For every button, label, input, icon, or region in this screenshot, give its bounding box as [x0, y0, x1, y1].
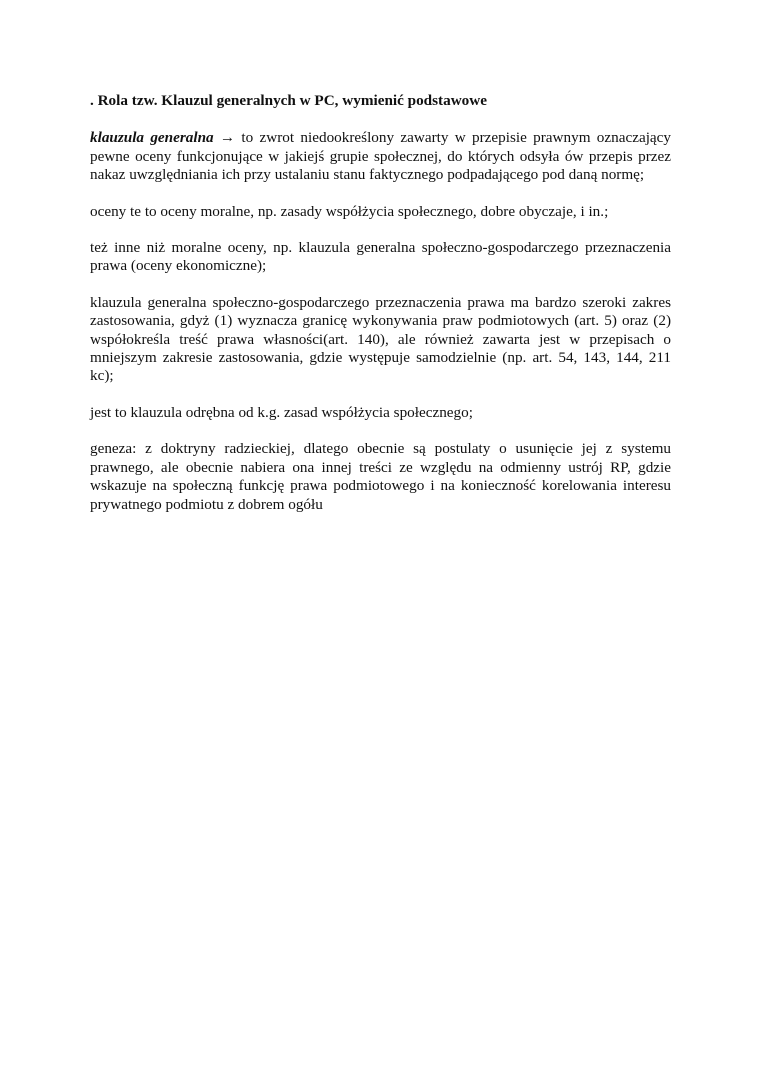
paragraph-moral-assessments: oceny te to oceny moralne, np. zasady współżycia społecznego, dobre obyczaje, i in.;: [90, 202, 609, 220]
paragraph-definition: [90, 129, 671, 184]
defined-term: klauzula generalna: [90, 129, 214, 147]
paragraph-other-assessments: też inne niż moralne oceny, np. klauzula generalna społeczno-gospodarczego przeznaczenia prawa (oceny ekonomiczne);: [90, 239, 671, 275]
paragraph-scope: klauzula generalna społeczno-gospodarczego przeznaczenia prawa ma bardzo szeroki zakres zastosowania, gdyż (1) wyznacza granicę wykonywania praw podmiotowych (art. 5) oraz (2) współokreśla treść prawa własności(art. 140), ale również zawarta jest w przepisach o mniejszym zakresie zastosowania, gdzie występuje samodzielnie (np. art. 54, 143, 144, 211 kc);: [90, 293, 671, 385]
definition-text: → to zwrot niedookreślony zawarty w przepisie prawnym oznaczający pewne oceny funkcjonujące w jakiejś grupie społecznej, do których odsyła ów przepis przez nakaz uwzględniania ich przy ustalaniu stanu faktycznego podpadającego pod daną normę;: [90, 129, 671, 184]
document-heading: . Rola tzw. Klauzul generalnych w PC, wymienić podstawowe: [90, 92, 487, 109]
paragraph-distinct-clause: jest to klauzula odrębna od k.g. zasad współżycia społecznego;: [90, 403, 473, 421]
paragraph-origin: geneza: z doktryny radzieckiej, dlatego obecnie są postulaty o usunięcie jej z systemu prawnego, ale obecnie nabiera ona innej treści ze względu na odmienny ustrój RP, gdzie wskazuje na społeczną funkcję prawa podmiotowego i na konieczność korelowania interesu prywatnego podmiotu z dobrem ogółu: [90, 440, 671, 513]
document-body: [90, 92, 671, 532]
